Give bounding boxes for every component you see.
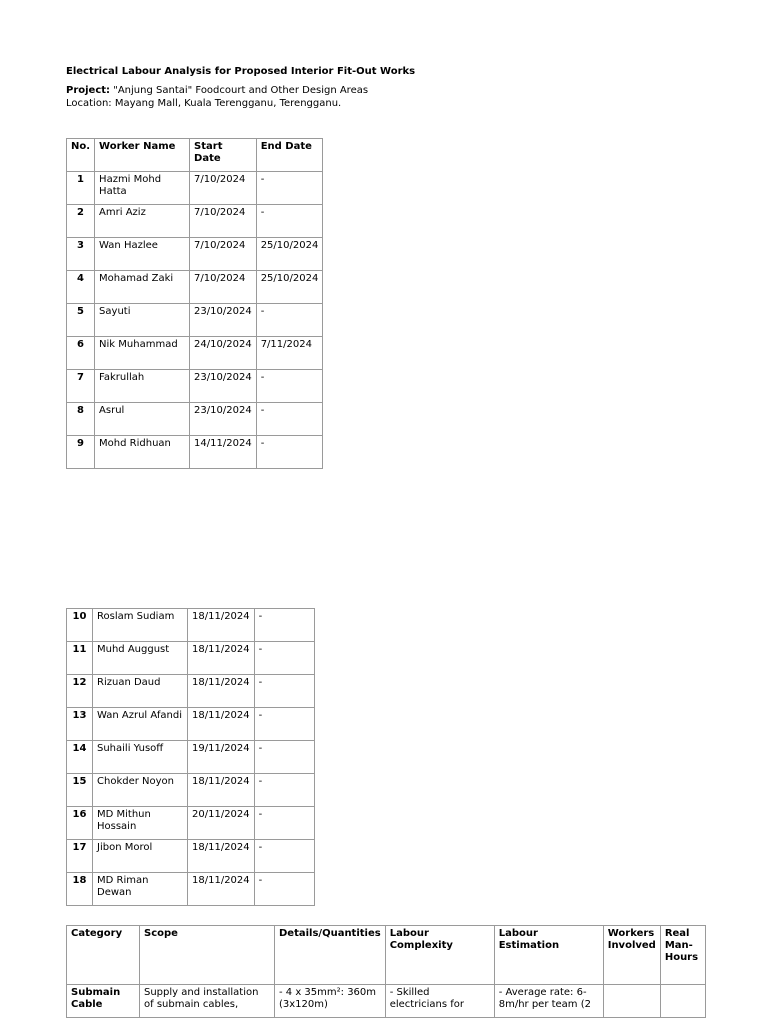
header-no: No. xyxy=(67,139,95,172)
cell-start-date: 23/10/2024 xyxy=(190,370,257,403)
cell-start-date: 18/11/2024 xyxy=(188,774,255,807)
cell-worker-name: MD Riman Dewan xyxy=(93,873,188,906)
header-workers: Workers Involved xyxy=(603,926,660,985)
cell-start-date: 20/11/2024 xyxy=(188,807,255,840)
cell-end-date: - xyxy=(254,675,314,708)
cell-worker-name: Fakrullah xyxy=(95,370,190,403)
header-start-date: Start Date xyxy=(190,139,257,172)
cell-no: 16 xyxy=(67,807,93,840)
cell-worker-name: Amri Aziz xyxy=(95,205,190,238)
cell-scope: Supply and installation of submain cables, xyxy=(140,985,275,1018)
cell-worker-name: Chokder Noyon xyxy=(93,774,188,807)
cell-worker-name: Mohamad Zaki xyxy=(95,271,190,304)
cell-end-date: - xyxy=(256,304,323,337)
header-worker-name: Worker Name xyxy=(95,139,190,172)
labour-analysis-table xyxy=(66,925,706,1018)
header-end-date: End Date xyxy=(256,139,323,172)
location-line: Location: Mayang Mall, Kuala Terengganu, Terengganu. xyxy=(66,98,342,109)
cell-details: - 4 x 35mm²: 360m (3x120m) xyxy=(275,985,386,1018)
cell-start-date: 7/10/2024 xyxy=(190,205,257,238)
cell-worker-name: Roslam Sudiam xyxy=(93,609,188,642)
table-row xyxy=(67,873,315,906)
cell-worker-name: Asrul xyxy=(95,403,190,436)
cell-start-date: 23/10/2024 xyxy=(190,304,257,337)
table-row xyxy=(67,807,315,840)
cell-no: 6 xyxy=(67,337,95,370)
cell-no: 11 xyxy=(67,642,93,675)
cell-end-date: - xyxy=(256,172,323,205)
header-details: Details/Quantities xyxy=(275,926,386,985)
cell-no: 1 xyxy=(67,172,95,205)
cell-complexity: - Skilled electricians for xyxy=(385,985,494,1018)
project-line xyxy=(66,84,368,97)
cell-no: 4 xyxy=(67,271,95,304)
cell-worker-name: MD Mithun Hossain xyxy=(93,807,188,840)
cell-worker-name: Suhaili Yusoff xyxy=(93,741,188,774)
table-row xyxy=(67,675,315,708)
cell-no: 9 xyxy=(67,436,95,469)
cell-end-date: 25/10/2024 xyxy=(256,271,323,304)
cell-end-date: - xyxy=(254,741,314,774)
cell-end-date: - xyxy=(256,205,323,238)
table-row xyxy=(67,304,323,337)
cell-start-date: 7/10/2024 xyxy=(190,271,257,304)
cell-worker-name: Rizuan Daud xyxy=(93,675,188,708)
header-scope: Scope xyxy=(140,926,275,985)
table-row xyxy=(67,337,323,370)
cell-no: 3 xyxy=(67,238,95,271)
cell-start-date: 18/11/2024 xyxy=(188,675,255,708)
project-info xyxy=(66,84,368,110)
table-row xyxy=(67,238,323,271)
cell-start-date: 24/10/2024 xyxy=(190,337,257,370)
cell-worker-name: Wan Azrul Afandi xyxy=(93,708,188,741)
cell-no: 13 xyxy=(67,708,93,741)
cell-start-date: 19/11/2024 xyxy=(188,741,255,774)
cell-workers xyxy=(603,985,660,1018)
cell-end-date: - xyxy=(254,609,314,642)
cell-end-date: 7/11/2024 xyxy=(256,337,323,370)
cell-end-date: - xyxy=(256,370,323,403)
cell-start-date: 14/11/2024 xyxy=(190,436,257,469)
document-title: Electrical Labour Analysis for Proposed Interior Fit-Out Works xyxy=(66,66,416,77)
table-row xyxy=(67,609,315,642)
cell-estimation: - Average rate: 6-8m/hr per team (2 xyxy=(494,985,603,1018)
table-row xyxy=(67,774,315,807)
header-complexity: Labour Complexity xyxy=(385,926,494,985)
cell-no: 10 xyxy=(67,609,93,642)
table-row xyxy=(67,741,315,774)
table-row xyxy=(67,436,323,469)
project-value: "Anjung Santai" Foodcourt and Other Design Areas xyxy=(110,85,369,96)
cell-no: 8 xyxy=(67,403,95,436)
cell-start-date: 23/10/2024 xyxy=(190,403,257,436)
cell-no: 7 xyxy=(67,370,95,403)
analysis-header-row xyxy=(67,926,706,985)
table-row xyxy=(67,172,323,205)
cell-end-date: - xyxy=(254,774,314,807)
header-estimation: Labour Estimation xyxy=(494,926,603,985)
cell-start-date: 7/10/2024 xyxy=(190,238,257,271)
table-row xyxy=(67,708,315,741)
cell-start-date: 18/11/2024 xyxy=(188,609,255,642)
workers-table-body-1 xyxy=(67,172,323,469)
cell-no: 18 xyxy=(67,873,93,906)
cell-no: 15 xyxy=(67,774,93,807)
cell-worker-name: Hazmi Mohd Hatta xyxy=(95,172,190,205)
analysis-row xyxy=(67,985,706,1018)
cell-end-date: - xyxy=(254,873,314,906)
cell-no: 2 xyxy=(67,205,95,238)
cell-end-date: - xyxy=(254,807,314,840)
cell-start-date: 18/11/2024 xyxy=(188,708,255,741)
cell-no: 5 xyxy=(67,304,95,337)
cell-worker-name: Nik Muhammad xyxy=(95,337,190,370)
cell-end-date: - xyxy=(254,708,314,741)
table-row xyxy=(67,205,323,238)
project-label: Project: xyxy=(66,85,111,96)
cell-end-date: - xyxy=(256,436,323,469)
table-row xyxy=(67,403,323,436)
cell-end-date: - xyxy=(256,403,323,436)
cell-worker-name: Wan Hazlee xyxy=(95,238,190,271)
cell-no: 12 xyxy=(67,675,93,708)
cell-start-date: 18/11/2024 xyxy=(188,840,255,873)
cell-no: 14 xyxy=(67,741,93,774)
table-row xyxy=(67,271,323,304)
workers-table-body-2 xyxy=(67,609,315,906)
header-category: Category xyxy=(67,926,140,985)
cell-end-date: 25/10/2024 xyxy=(256,238,323,271)
header-hours: Real Man-Hours xyxy=(660,926,705,985)
workers-table-part1 xyxy=(66,138,323,469)
cell-worker-name: Sayuti xyxy=(95,304,190,337)
cell-category: Submain Cable xyxy=(67,985,140,1018)
cell-worker-name: Mohd Ridhuan xyxy=(95,436,190,469)
table-row xyxy=(67,370,323,403)
cell-start-date: 7/10/2024 xyxy=(190,172,257,205)
cell-start-date: 18/11/2024 xyxy=(188,642,255,675)
cell-start-date: 18/11/2024 xyxy=(188,873,255,906)
cell-end-date: - xyxy=(254,642,314,675)
cell-hours xyxy=(660,985,705,1018)
cell-worker-name: Muhd Auggust xyxy=(93,642,188,675)
cell-end-date: - xyxy=(254,840,314,873)
workers-table-part2 xyxy=(66,608,315,906)
table-header-row xyxy=(67,139,323,172)
cell-worker-name: Jibon Morol xyxy=(93,840,188,873)
table-row xyxy=(67,840,315,873)
cell-no: 17 xyxy=(67,840,93,873)
table-row xyxy=(67,642,315,675)
